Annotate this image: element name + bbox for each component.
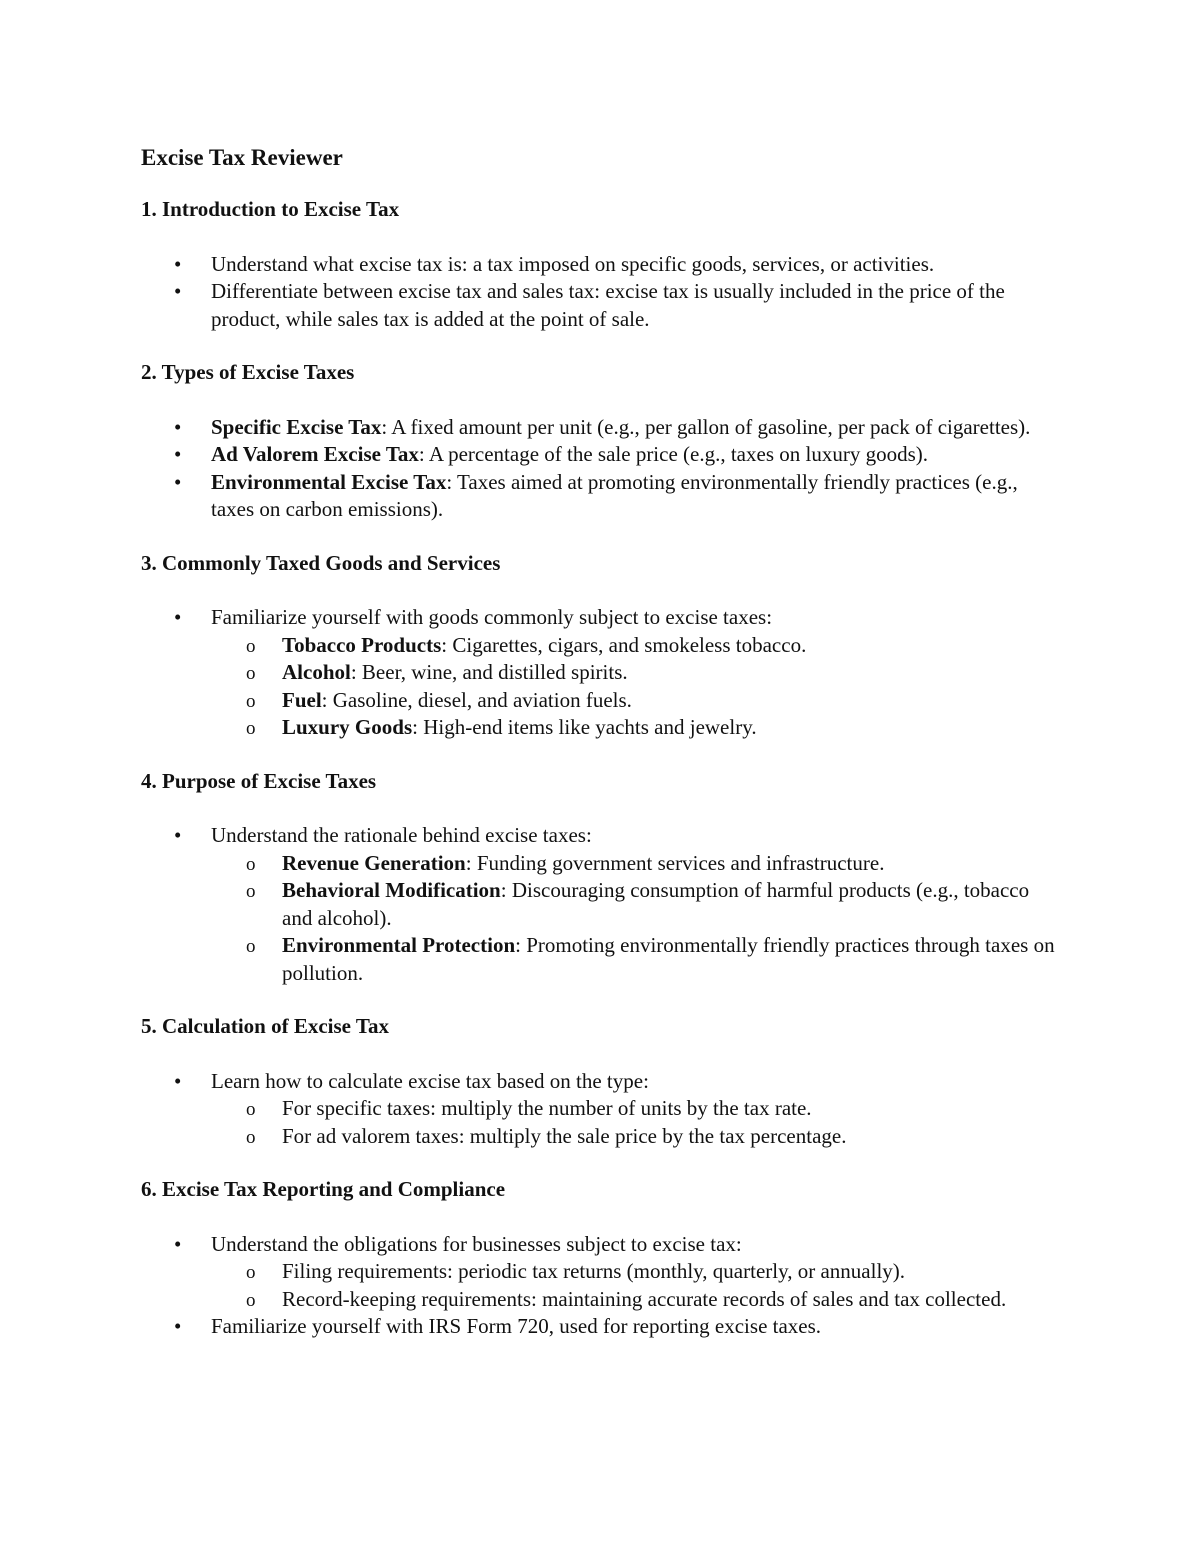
sub-item-text: : Cigarettes, cigars, and smokeless tobacco. bbox=[441, 632, 807, 657]
list-item-text: Understand what excise tax is: a tax imposed on specific goods, services, or activities. bbox=[211, 251, 935, 276]
sub-bullet-icon: o bbox=[246, 690, 256, 712]
list-item-term: Ad Valorem Excise Tax bbox=[211, 442, 419, 466]
list-item bbox=[141, 251, 1061, 279]
list-item bbox=[141, 414, 1061, 442]
sub-list-item bbox=[211, 714, 1061, 742]
list-item-term: Specific Excise Tax bbox=[211, 414, 382, 439]
list-item bbox=[141, 604, 1061, 742]
bullet-list bbox=[141, 251, 1061, 334]
section-heading: 4. Purpose of Excise Taxes bbox=[141, 768, 377, 793]
list-item bbox=[141, 1068, 1061, 1151]
bullet-list bbox=[141, 1068, 1061, 1151]
sub-list-item bbox=[211, 632, 1061, 660]
list-item-text: Familiarize yourself with IRS Form 720, used for reporting excise taxes. bbox=[211, 1314, 822, 1338]
sub-list bbox=[211, 1258, 1061, 1313]
section-heading: 5. Calculation of Excise Tax bbox=[141, 1014, 389, 1038]
sub-list-item bbox=[211, 1095, 1061, 1123]
bullet-icon: • bbox=[174, 1231, 182, 1256]
list-item-term: Environmental Excise Tax bbox=[211, 469, 447, 494]
list-item bbox=[141, 278, 1061, 333]
sub-list bbox=[211, 632, 1061, 742]
list-item-text: Understand the rationale behind excise taxes: bbox=[211, 823, 592, 847]
sub-item-text: Filing requirements: periodic tax returns (monthly, quarterly, or annually). bbox=[282, 1259, 906, 1283]
bullet-icon: • bbox=[174, 469, 182, 494]
list-item-text: Familiarize yourself with goods commonly subject to excise taxes: bbox=[211, 605, 773, 629]
bullet-list bbox=[141, 604, 1061, 742]
section-heading: 3. Commonly Taxed Goods and Services bbox=[141, 550, 501, 575]
section-heading: 2. Types of Excise Taxes bbox=[141, 360, 355, 384]
sub-bullet-icon: o bbox=[246, 1289, 256, 1311]
list-item-text: Differentiate between excise tax and sales tax: excise tax is usually included in the price of the product, while sales tax is added at the point of sale. bbox=[211, 279, 1005, 331]
sub-bullet-icon: o bbox=[246, 1262, 256, 1283]
sub-item-text: : Gasoline, diesel, and aviation fuels. bbox=[321, 687, 632, 712]
sub-list bbox=[211, 1095, 1061, 1150]
bullet-icon: • bbox=[174, 251, 182, 276]
bullet-icon: • bbox=[174, 442, 182, 466]
sub-list-item bbox=[211, 1258, 1061, 1286]
bullet-icon: • bbox=[174, 1068, 182, 1093]
sub-list bbox=[211, 850, 1061, 988]
sub-bullet-icon: o bbox=[246, 635, 256, 657]
list-item-text: Learn how to calculate excise tax based on the type: bbox=[211, 1068, 649, 1093]
list-item bbox=[141, 1231, 1061, 1314]
list-item bbox=[141, 441, 1061, 469]
sub-item-text: Record-keeping requirements: maintaining accurate records of sales and tax collected. bbox=[282, 1286, 1007, 1311]
sub-list-item bbox=[211, 687, 1061, 715]
sub-item-text: : High-end items like yachts and jewelry. bbox=[412, 715, 757, 739]
list-item bbox=[141, 1313, 1061, 1341]
sub-item-text: : Beer, wine, and distilled spirits. bbox=[350, 660, 628, 684]
sub-bullet-icon: o bbox=[246, 1099, 256, 1120]
bullet-list bbox=[141, 822, 1061, 987]
section-heading: 6. Excise Tax Reporting and Compliance bbox=[141, 1177, 506, 1201]
sub-list-item bbox=[211, 877, 1061, 932]
sub-bullet-icon: o bbox=[246, 853, 256, 875]
bullet-icon: • bbox=[174, 414, 182, 439]
sub-item-term: Tobacco Products bbox=[282, 632, 442, 657]
sub-bullet-icon: o bbox=[246, 663, 256, 684]
bullet-icon: • bbox=[174, 279, 182, 303]
bullet-icon: • bbox=[174, 1314, 182, 1338]
list-item-text: : A percentage of the sale price (e.g., taxes on luxury goods). bbox=[418, 442, 928, 466]
sub-item-term: Fuel bbox=[282, 687, 322, 712]
sub-item-term: Luxury Goods bbox=[282, 715, 413, 739]
list-item-text: : Taxes aimed at promoting environmentally friendly practices (e.g., taxes on carbon emissions). bbox=[211, 469, 1018, 521]
sub-list-item bbox=[211, 659, 1061, 687]
sub-item-text: For specific taxes: multiply the number of units by the tax rate. bbox=[282, 1096, 812, 1120]
sub-item-term: Revenue Generation bbox=[282, 850, 466, 875]
list-item-text: Understand the obligations for businesses subject to excise tax: bbox=[211, 1231, 742, 1256]
bullet-list bbox=[141, 1231, 1061, 1341]
list-item bbox=[141, 469, 1061, 524]
sub-bullet-icon: o bbox=[246, 881, 256, 902]
sub-item-text: : Funding government services and infrastructure. bbox=[465, 850, 885, 875]
document-content bbox=[141, 143, 1061, 1367]
sub-item-text: For ad valorem taxes: multiply the sale price by the tax percentage. bbox=[282, 1123, 847, 1148]
sub-bullet-icon: o bbox=[246, 936, 256, 957]
bullet-list bbox=[141, 414, 1061, 524]
sub-list-item bbox=[211, 1123, 1061, 1151]
sub-item-term: Alcohol bbox=[282, 660, 351, 684]
sub-item-term: Environmental Protection bbox=[282, 933, 516, 957]
sub-list-item bbox=[211, 850, 1061, 878]
sub-list-item bbox=[211, 932, 1061, 987]
sub-bullet-icon: o bbox=[246, 718, 256, 739]
sub-bullet-icon: o bbox=[246, 1126, 256, 1148]
document-title: Excise Tax Reviewer bbox=[141, 145, 343, 170]
section-heading: 1. Introduction to Excise Tax bbox=[141, 197, 400, 221]
sub-item-text: : Promoting environmentally friendly practices through taxes on pollution. bbox=[282, 933, 1055, 985]
list-item-text: : A fixed amount per unit (e.g., per gallon of gasoline, per pack of cigarettes). bbox=[381, 414, 1031, 439]
list-item bbox=[141, 822, 1061, 987]
bullet-icon: • bbox=[174, 605, 182, 629]
bullet-icon: • bbox=[174, 823, 182, 847]
sub-item-term: Behavioral Modification bbox=[282, 878, 501, 902]
sub-list-item bbox=[211, 1286, 1061, 1314]
sub-item-text: : Discouraging consumption of harmful products (e.g., tobacco and alcohol). bbox=[282, 878, 1030, 930]
